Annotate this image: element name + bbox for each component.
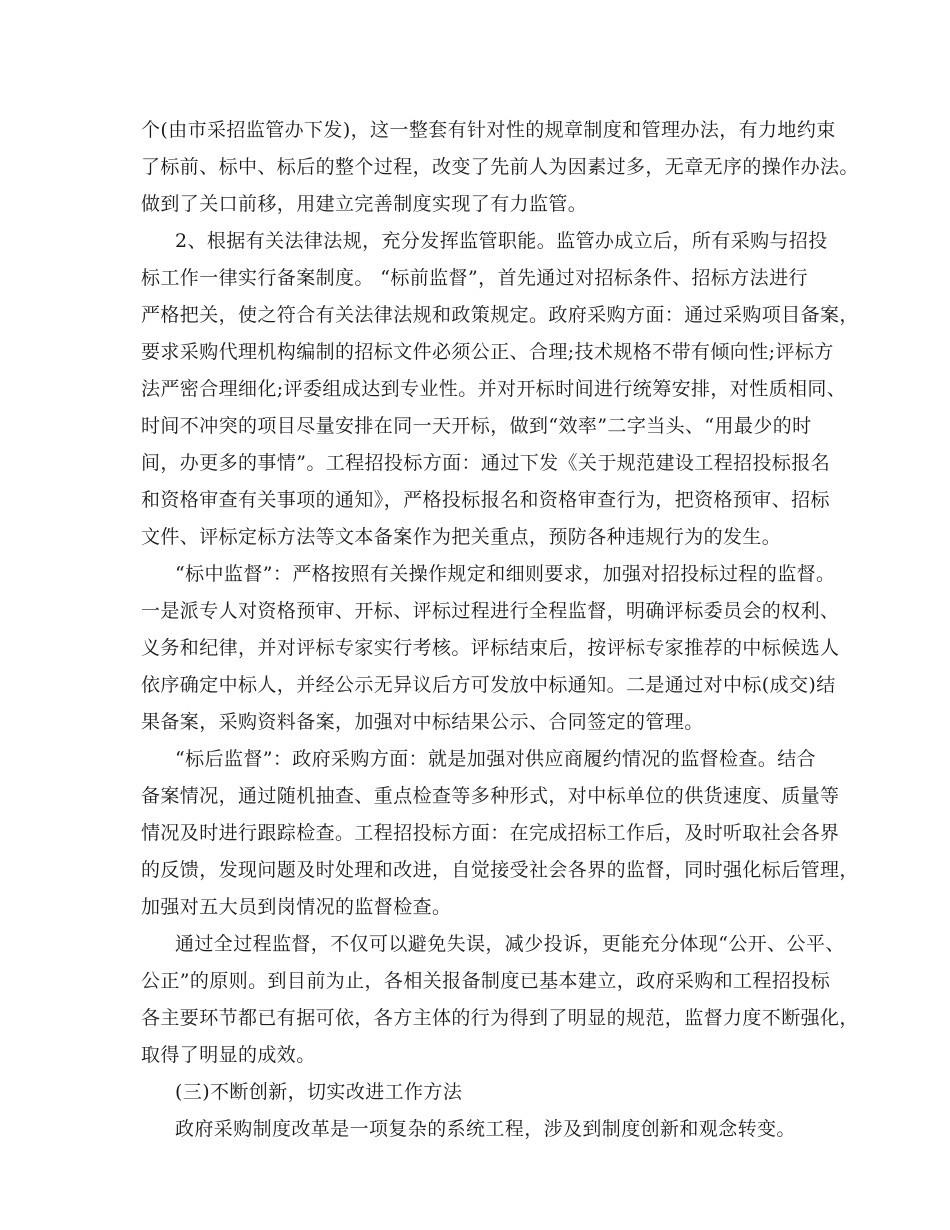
text-line: 做到了关口前移，用建立完善制度实现了有力监管。	[141, 193, 588, 215]
text-line: 公正”的原则。到目前为止，各相关报备制度已基本建立，政府采购和工程招投标	[141, 970, 831, 992]
text-line: 各主要环节都已有据可依，各方主体的行为得到了明显的规范，监督力度不断强化，	[141, 1007, 859, 1029]
text-line: 个(由市采招监管办下发)，这一整套有针对性的规章制度和管理办法，有力地约束	[141, 119, 836, 141]
paragraph-start-line: 2、根据有关法律法规，充分发挥监管职能。监管办成立后，所有采购与招投	[175, 230, 828, 252]
text-line: 加强对五大员到岗情况的监督检查。	[141, 896, 452, 918]
text-line: 依序确定中标人，并经公示无异议后方可发放中标通知。二是通过对中标(成交)结	[141, 674, 836, 696]
text-line: 间，办更多的事情”。工程招投标方面：通过下发《关于规范建设工程招投标报名	[141, 452, 831, 474]
paragraph-start-line: “标中监督”：严格按照有关操作规定和细则要求，加强对招投标过程的监督。	[175, 563, 836, 585]
text-line: 要求采购代理机构编制的招标文件必须公正、合理;技术规格不带有倾向性;评标方	[141, 341, 834, 363]
text-line: 义务和纪律，并对评标专家实行考核。评标结束后，按评标专家推荐的中标候选人	[141, 637, 840, 659]
text-line: 备案情况，通过随机抽查、重点检查等多种形式，对中标单位的供货速度、质量等	[141, 785, 840, 807]
text-line: 标工作一律实行备案制度。 “标前监督”，首先通过对招标条件、招标方法进行	[141, 267, 808, 289]
text-line: 的反馈，发现问题及时处理和改进，自觉接受社会各界的监督，同时强化标后管理，	[141, 859, 859, 881]
text-line: 文件、评标定标方法等文本备案作为把关重点，预防各种违规行为的发生。	[141, 526, 782, 548]
text-line: 严格把关，使之符合有关法律法规和政策规定。政府采购方面：通过采购项目备案，	[141, 304, 859, 326]
text-line: 时间不冲突的项目尽量安排在同一天开标，做到“效率”二字当头、“用最少的时	[141, 415, 812, 437]
paragraph-start-line: “标后监督”：政府采购方面：就是加强对供应商履约情况的监督检查。结合	[175, 748, 817, 770]
text-line: 法严密合理细化;评委组成达到专业性。并对开标时间进行统筹安排，对性质相同、	[141, 378, 847, 400]
text-line: 和资格审查有关事项的通知》，严格投标报名和资格审查行为，把资格预审、招标	[141, 489, 830, 511]
text-line: 了标前、标中、标后的整个过程，改变了先前人为因素过多，无章无序的操作办法。	[141, 156, 859, 178]
text-line: 情况及时进行跟踪检查。工程招投标方面：在完成招标工作后，及时听取社会各界	[141, 822, 840, 844]
section-heading: (三)不断创新，切实改进工作方法	[175, 1081, 463, 1103]
paragraph-start-line: 通过全过程监督，不仅可以避免失误，减少投诉，更能充分体现“公开、公平、	[175, 933, 845, 955]
paragraph-start-line: 政府采购制度改革是一项复杂的系统工程，涉及到制度创新和观念转变。	[175, 1118, 796, 1140]
text-line: 一是派专人对资格预审、开标、评标过程进行全程监督，明确评标委员会的权利、	[141, 600, 840, 622]
text-line: 果备案，采购资料备案，加强对中标结果公示、合同签定的管理。	[141, 711, 704, 733]
text-line: 取得了明显的成效。	[141, 1044, 316, 1066]
